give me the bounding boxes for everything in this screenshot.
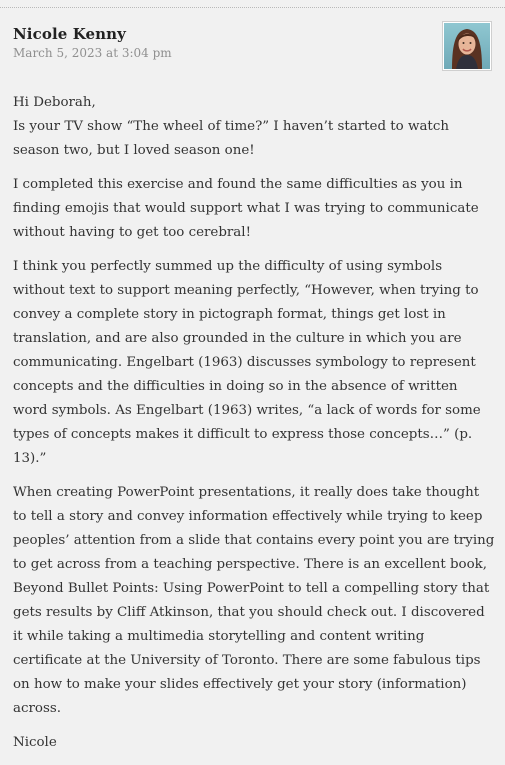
comment-paragraph: Is your TV show “The wheel of time?” I haven’t started to watch season two, but I loved season one! — [13, 119, 449, 158]
avatar — [442, 21, 492, 71]
comment-body — [13, 91, 495, 765]
comment-paragraph: I think you perfectly summed up the difficulty of using symbols without text to support meaning perfectly, “However, when trying to convey a complete story in pictograph format, things get lost in translation, and are also grounded in the culture in which you are communicating. Engelbart (1963) discusses symbology to represent concepts and the difficulties in doing so in the absence of written word symbols. As Engelbart (1963) writes, “a lack of words for some types of concepts makes it difficult to express those concepts…” (p. 13).” — [13, 259, 481, 466]
comment-greeting: Hi Deborah, — [13, 95, 96, 110]
avatar-photo-icon — [444, 23, 490, 69]
comment-paragraph: I completed this exercise and found the same difficulties as you in finding emojis that would support what I was trying to communicate without having to get too cerebral! — [13, 177, 479, 240]
comment-date-link[interactable]: March 5, 2023 at 3:04 pm — [13, 46, 172, 60]
comment-paragraph: When creating PowerPoint presentations, it really does take thought to tell a story and convey information effectively while trying to keep peoples’ attention from a slide that contains every point you are trying to get across from a teaching perspective. There is an excellent book, Beyond Bullet Points: Using PowerPoint to tell a compelling story that gets results by Cliff Atkinson, that you should check out. I discovered it while taking a multimedia storytelling and content writing certificate at the University of Toronto. There are some fabulous tips on how to make your slides effectively get your story (information) across. — [13, 485, 495, 716]
comment-author: Nicole Kenny — [13, 25, 126, 43]
comment-signature: Nicole — [13, 735, 57, 750]
comment-card — [0, 8, 505, 750]
